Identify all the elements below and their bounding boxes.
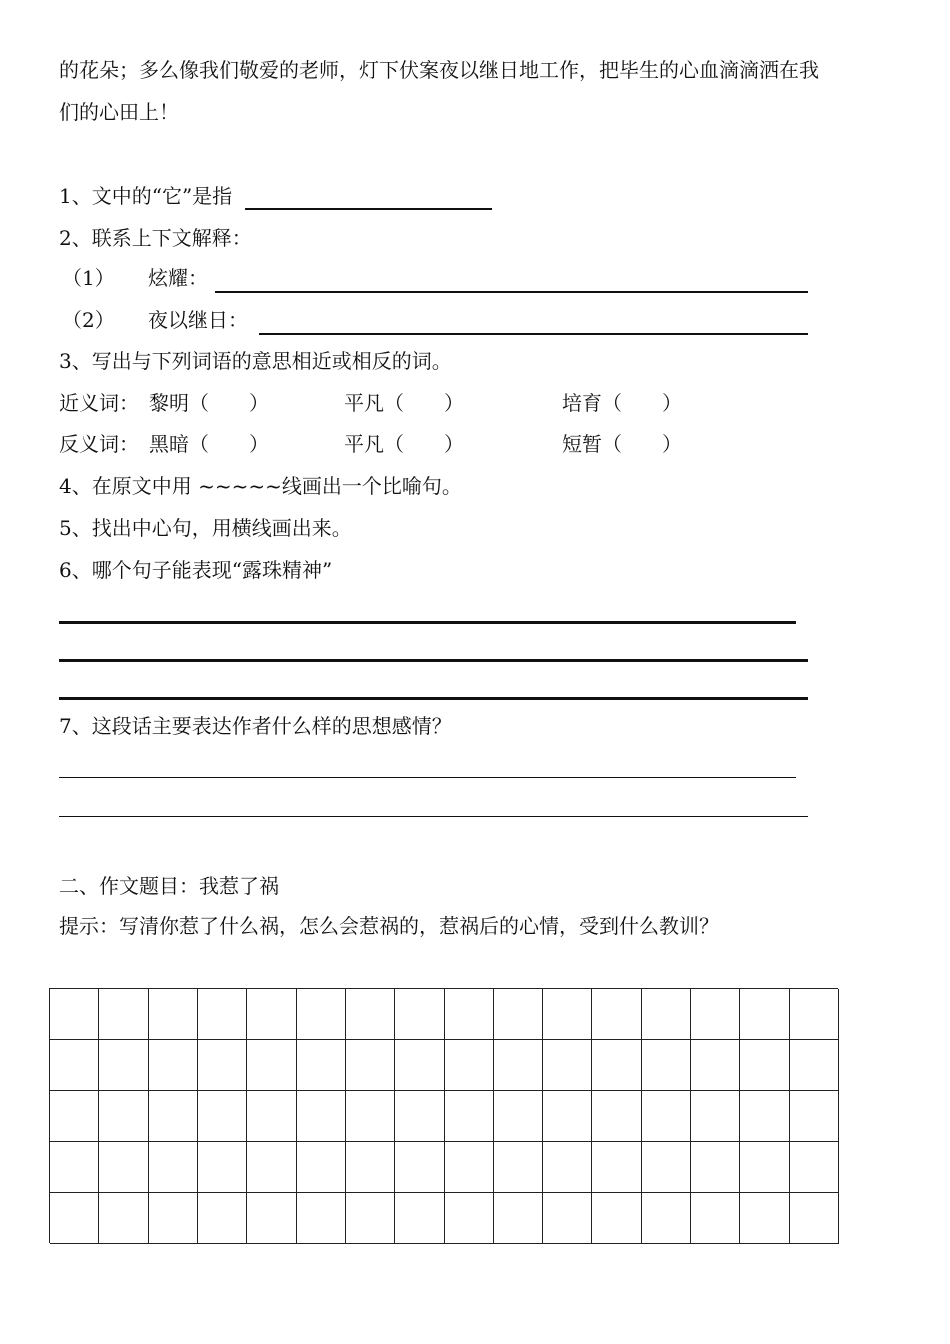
grid-cell[interactable] (592, 1142, 641, 1193)
antonym-item[interactable]: 黑暗（ ） (149, 432, 269, 456)
grid-cell[interactable] (395, 1193, 444, 1244)
grid-cell[interactable] (592, 1193, 641, 1244)
grid-cell[interactable] (691, 1040, 740, 1091)
passage-line-1: 的花朵；多么像我们敬爱的老师，灯下伏案夜以继日地工作，把毕生的心血滴滴洒在我 (59, 58, 819, 82)
question-2-2-word: 夜以继日： (148, 308, 248, 332)
grid-cell[interactable] (50, 1193, 99, 1244)
grid-cell[interactable] (642, 1193, 691, 1244)
grid-cell[interactable] (149, 1040, 198, 1091)
grid-cell[interactable] (149, 989, 198, 1040)
grid-cell[interactable] (50, 1091, 99, 1142)
grid-cell[interactable] (99, 1193, 148, 1244)
grid-cell[interactable] (642, 989, 691, 1040)
grid-cell[interactable] (297, 1091, 346, 1142)
grid-cell[interactable] (395, 989, 444, 1040)
grid-cell[interactable] (395, 1040, 444, 1091)
grid-cell[interactable] (198, 1142, 247, 1193)
grid-cell[interactable] (346, 1142, 395, 1193)
grid-cell[interactable] (790, 989, 839, 1040)
grid-cell[interactable] (790, 1091, 839, 1142)
grid-cell[interactable] (99, 989, 148, 1040)
antonyms-label: 反义词： (59, 432, 139, 456)
grid-cell[interactable] (691, 1193, 740, 1244)
synonyms-label: 近义词： (59, 391, 139, 415)
grid-cell[interactable] (691, 1091, 740, 1142)
composition-title: 二、作文题目：我惹了祸 (59, 874, 279, 898)
writing-grid (49, 988, 838, 1243)
grid-cell[interactable] (592, 1091, 641, 1142)
grid-cell[interactable] (543, 989, 592, 1040)
grid-cell[interactable] (790, 1040, 839, 1091)
grid-cell[interactable] (395, 1091, 444, 1142)
question-1: 1、文中的“它”是指 (59, 184, 233, 208)
grid-cell[interactable] (346, 1040, 395, 1091)
antonym-item[interactable]: 短暂（ ） (562, 432, 682, 456)
grid-cell[interactable] (740, 1091, 789, 1142)
grid-cell[interactable] (543, 1040, 592, 1091)
grid-cell[interactable] (494, 1091, 543, 1142)
question-5: 5、找出中心句，用横线画出来。 (59, 516, 352, 540)
composition-hint: 提示：写清你惹了什么祸，怎么会惹祸的，惹祸后的心情，受到什么教训？ (59, 914, 719, 938)
grid-cell[interactable] (494, 989, 543, 1040)
grid-cell[interactable] (543, 1193, 592, 1244)
grid-cell[interactable] (445, 1040, 494, 1091)
grid-cell[interactable] (494, 1142, 543, 1193)
grid-cell[interactable] (346, 1193, 395, 1244)
grid-cell[interactable] (50, 1040, 99, 1091)
answer-line-q7[interactable] (59, 816, 808, 817)
passage-line-2: 们的心田上！ (59, 100, 179, 124)
grid-cell[interactable] (740, 1142, 789, 1193)
grid-cell[interactable] (297, 1193, 346, 1244)
grid-cell[interactable] (346, 989, 395, 1040)
grid-cell[interactable] (642, 1142, 691, 1193)
grid-cell[interactable] (395, 1142, 444, 1193)
grid-cell[interactable] (494, 1040, 543, 1091)
antonym-item[interactable]: 平凡（ ） (344, 432, 464, 456)
synonym-item[interactable]: 平凡（ ） (344, 391, 464, 415)
grid-cell[interactable] (198, 1091, 247, 1142)
grid-cell[interactable] (247, 1091, 296, 1142)
grid-cell[interactable] (592, 1040, 641, 1091)
grid-cell[interactable] (247, 1142, 296, 1193)
grid-cell[interactable] (494, 1193, 543, 1244)
grid-cell[interactable] (149, 1193, 198, 1244)
answer-line-q6[interactable] (59, 659, 808, 662)
grid-cell[interactable] (50, 989, 99, 1040)
grid-cell[interactable] (198, 1193, 247, 1244)
question-6: 6、哪个句子能表现“露珠精神” (59, 558, 333, 582)
answer-line-q6[interactable] (59, 697, 808, 700)
grid-cell[interactable] (543, 1142, 592, 1193)
answer-line-q6[interactable] (59, 621, 796, 624)
grid-cell[interactable] (790, 1193, 839, 1244)
grid-cell[interactable] (691, 989, 740, 1040)
grid-cell[interactable] (297, 1142, 346, 1193)
grid-cell[interactable] (740, 1193, 789, 1244)
grid-cell[interactable] (740, 1040, 789, 1091)
grid-cell[interactable] (198, 989, 247, 1040)
grid-cell[interactable] (790, 1142, 839, 1193)
question-2-1-number: （1） (62, 266, 115, 290)
grid-cell[interactable] (543, 1091, 592, 1142)
grid-cell[interactable] (445, 1142, 494, 1193)
grid-cell[interactable] (642, 1091, 691, 1142)
grid-cell[interactable] (149, 1142, 198, 1193)
grid-cell[interactable] (99, 1142, 148, 1193)
answer-line-q1[interactable] (245, 208, 492, 210)
grid-cell[interactable] (247, 989, 296, 1040)
grid-cell[interactable] (445, 1193, 494, 1244)
question-7: 7、这段话主要表达作者什么样的思想感情？ (59, 714, 452, 738)
grid-cell[interactable] (99, 1091, 148, 1142)
answer-line-q7[interactable] (59, 777, 796, 778)
grid-cell[interactable] (691, 1142, 740, 1193)
grid-cell[interactable] (297, 1040, 346, 1091)
grid-cell[interactable] (297, 989, 346, 1040)
grid-cell[interactable] (346, 1091, 395, 1142)
grid-cell[interactable] (445, 1091, 494, 1142)
grid-cell[interactable] (592, 989, 641, 1040)
question-2-1-word: 炫耀： (148, 266, 208, 290)
question-3: 3、写出与下列词语的意思相近或相反的词。 (59, 349, 452, 373)
synonym-item[interactable]: 黎明（ ） (149, 391, 269, 415)
grid-cell[interactable] (50, 1142, 99, 1193)
grid-cell[interactable] (445, 989, 494, 1040)
question-2: 2、联系上下文解释： (59, 226, 252, 250)
grid-cell[interactable] (740, 989, 789, 1040)
answer-line-q2-1[interactable] (215, 291, 808, 293)
synonym-item[interactable]: 培育（ ） (562, 391, 682, 415)
question-4: 4、在原文中用 ~~~~~线画出一个比喻句。 (59, 474, 462, 498)
question-2-2-number: （2） (62, 308, 115, 332)
answer-line-q2-2[interactable] (259, 333, 808, 335)
grid-cell[interactable] (198, 1040, 247, 1091)
grid-cell[interactable] (642, 1040, 691, 1091)
grid-cell[interactable] (99, 1040, 148, 1091)
grid-cell[interactable] (149, 1091, 198, 1142)
grid-cell[interactable] (247, 1193, 296, 1244)
grid-cell[interactable] (247, 1040, 296, 1091)
